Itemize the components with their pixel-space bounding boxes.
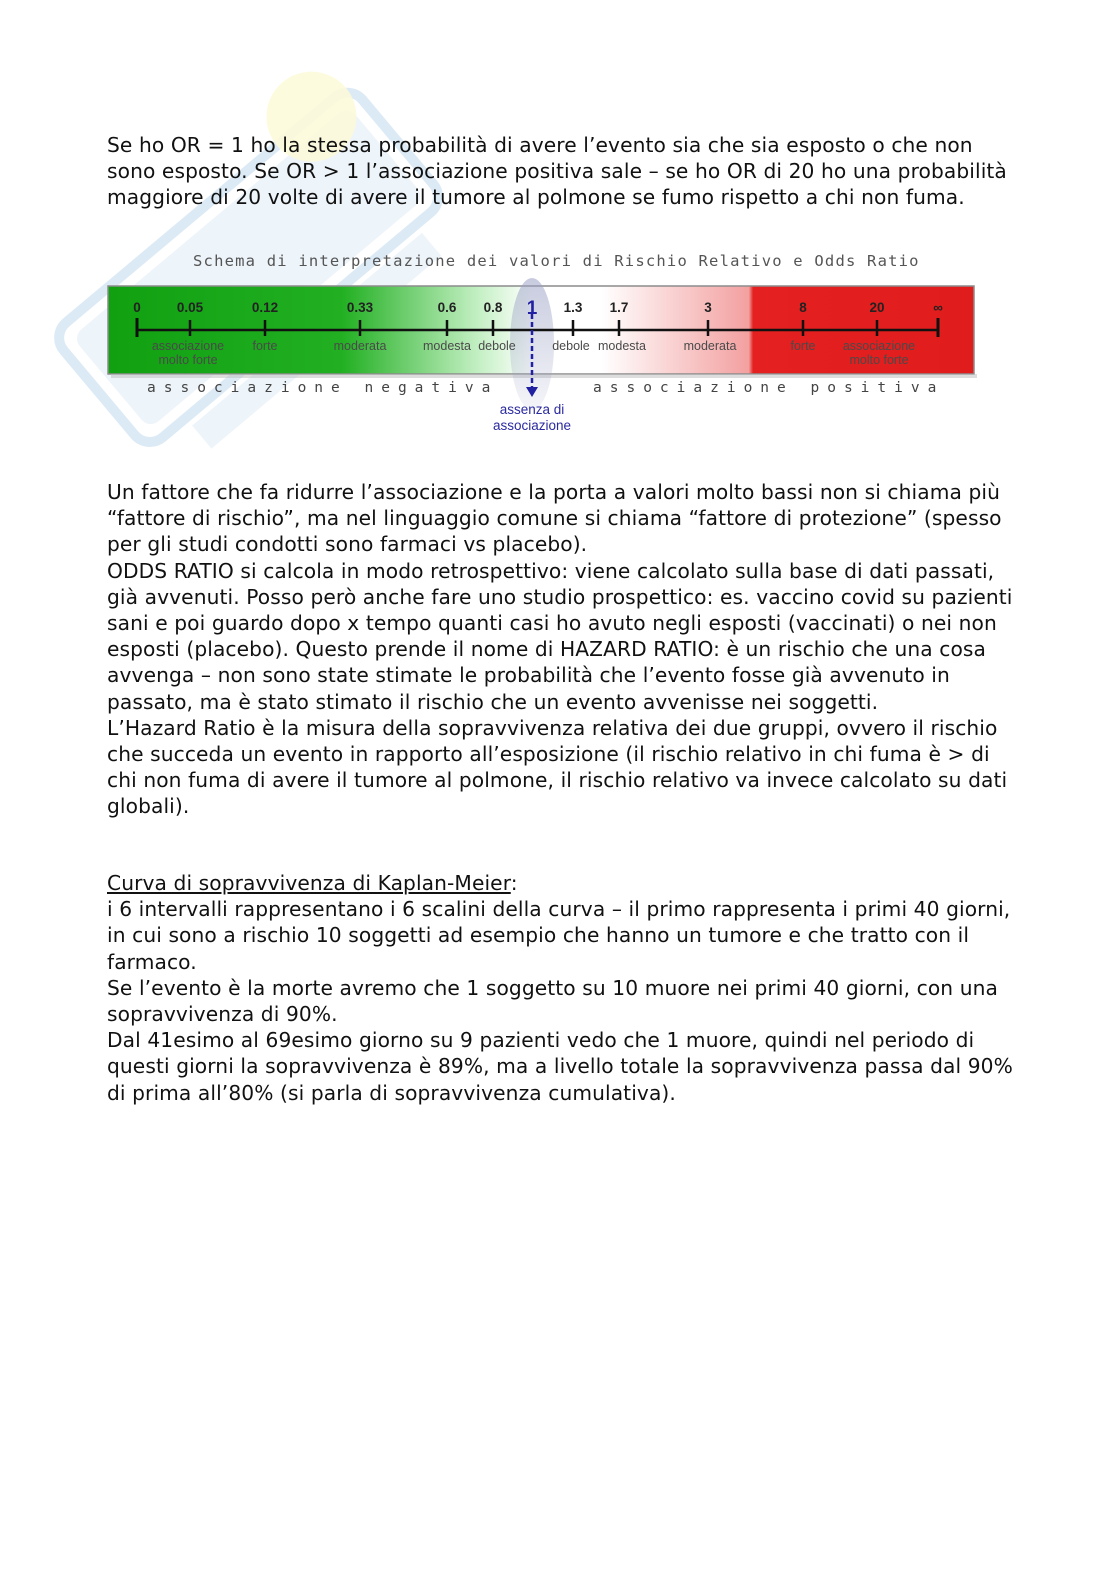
scale-tick-label: 1.3 [563,300,583,315]
odds-ratio-paragraph: ODDS RATIO si calcola in modo retrospettivo: viene calcolato sulla base di dati passati, già avvenuti. Posso però anche fare uno studio prospettico: es. vaccino covid su pazienti sani e poi guardo dopo x tempo quanti casi ho avuto negli esposti (vaccinati) o nei non esposti (placebo). Questo prende il nome di HAZARD RATIO: è un rischio che una cosa avvenga – non sono state stimate le probabilità che l’evento fosse già avvenuto in passato, ma è stato stimato il rischio che un evento avvenisse nei soggetti. [107,558,1013,714]
figure-title: Schema di interpretazione dei valori di Rischio Relativo e Odds Ratio [193,252,920,270]
intro-paragraph: Se ho OR = 1 ho la stessa probabilità di avere l’evento sia che sia esposto o che non sono esposto. Se OR > 1 l’associazione positiva sale – se ho OR di 20 ho una probabilità maggiore di 20 volte di avere il tumore al polmone se fumo rispetto a chi non fuma. [107,133,1007,210]
positive-association-label: associazione positiva [593,380,945,396]
scale-tick-label: 20 [869,300,885,315]
negative-association-label: associazione negativa [147,380,499,396]
scale-tick-label: 0.33 [346,300,374,315]
scale-tick-label: 0 [133,300,141,315]
kaplan-meier-block [107,870,1017,1106]
scale-category-label: moderata [333,339,387,353]
absence-label-line2: associazione [492,418,572,433]
scale-tick-label: 1.7 [609,300,629,315]
body-paragraphs-block [107,479,1017,820]
section-heading: Curva di sopravvivenza di Kaplan-Meier [107,871,511,895]
hazard-ratio-paragraph: L’Hazard Ratio è la misura della sopravvivenza relativa dei due gruppi, ovvero il rischio che succeda un evento in rapporto all’esposizione (il rischio relativo in chi fuma è > di chi non fuma di avere il tumore al polmone, il rischio relativo va invece calcolato su dati globali). [107,715,1008,819]
scale-tick-label: 1 [526,298,538,319]
scale-category-label: molto forte [849,353,909,367]
absence-label-line1: assenza di [499,402,565,417]
scale-category-label: debole [552,339,590,353]
cumulative-survival-paragraph: Dal 41esimo al 69esimo giorno su 9 pazienti vedo che 1 muore, quindi nel periodo di questi giorni la sopravvivenza è 89%, ma a livello totale la sopravvivenza passa dal 90% di prima all’80% (si parla di sopravvivenza cumulativa). [107,1028,1013,1105]
scale-category-label: debole [478,339,516,353]
scale-tick-label: 0.6 [437,300,457,315]
scale-category-label: moderata [683,339,737,353]
scale-category-label: modesta [423,339,471,353]
or-scale-svg [107,244,979,454]
scale-category-label: associazione [151,339,225,353]
scale-category-label: modesta [598,339,646,353]
protection-factor-paragraph: Un fattore che fa ridurre l’associazione e la porta a valori molto bassi non si chiama più “fattore di rischio”, ma nel linguaggio comune si chiama “fattore di protezione” (spesso per gli studi condotti sono farmaci vs placebo). [107,480,1002,557]
scale-tick-label: 0.12 [251,300,279,315]
scale-category-label: associazione [842,339,916,353]
intro-paragraph-block [107,132,1017,211]
scale-category-label: forte [252,339,278,353]
section-heading-suffix: : [510,871,518,895]
intervals-paragraph: i 6 intervalli rappresentano i 6 scalini della curva – il primo rappresenta i primi 40 giorni, in cui sono a rischio 10 soggetti ad esempio che hanno un tumore e che tratto con il farmaco. [107,897,1011,974]
or-interpretation-figure [107,244,979,454]
scale-tick-label: 0.05 [176,300,204,315]
section-heading-line [107,870,1017,896]
scale-tick-label: ∞ [933,300,943,315]
scale-tick-label: 8 [799,300,807,315]
scale-tick-label: 0.8 [483,300,503,315]
scale-category-label: forte [790,339,816,353]
survival-paragraph: Se l’evento è la morte avremo che 1 soggetto su 10 muore nei primi 40 giorni, con una sopravvivenza di 90%. [107,975,998,1027]
scale-tick-label: 3 [704,300,712,315]
scale-category-label: molto forte [158,353,218,367]
